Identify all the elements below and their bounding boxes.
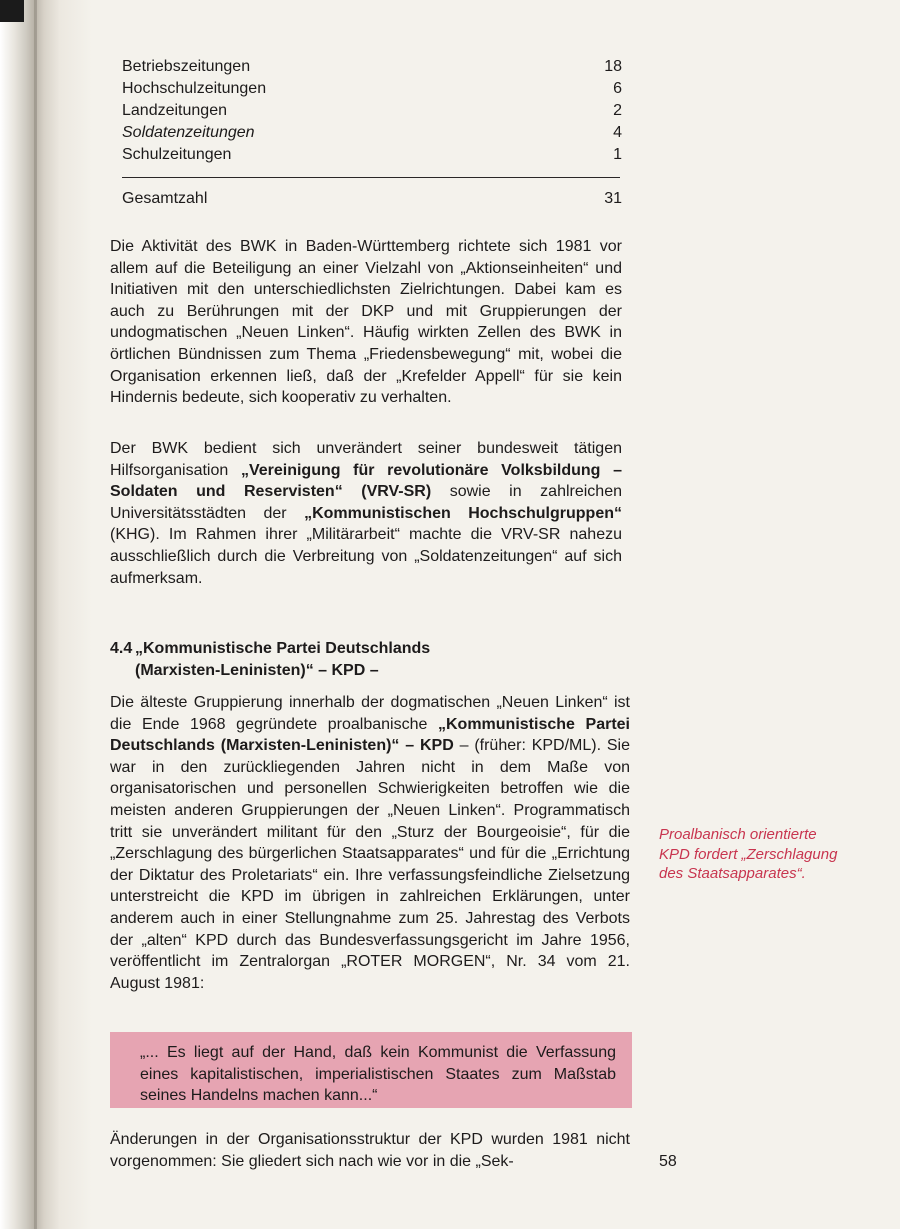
organisation-name-bold: „Vereinigung für revolutionäre Volksbildung – Soldaten und Reservisten“ (VRV-SR) bbox=[110, 461, 622, 501]
section-title-line-2: (Marxisten-Leninisten)“ – KPD – bbox=[135, 662, 379, 679]
total-value: 31 bbox=[604, 190, 622, 207]
quote-text: „... Es liegt auf der Hand, daß kein Kommunist die Verfassung eines kapitalistischen, imperialistischen Staates zum Maßstab seines Handelns machen kann...“ bbox=[140, 1044, 616, 1104]
stat-label: Schulzeitungen bbox=[122, 146, 232, 163]
section-number: 4.4 bbox=[110, 640, 133, 657]
paragraph-text: Die älteste Gruppierung innerhalb der dogmatischen „Neuen Linken“ ist die Ende 1968 gegründete proalbanische bbox=[110, 694, 630, 733]
stat-row bbox=[122, 56, 622, 78]
stat-label: Soldatenzeitungen bbox=[122, 124, 255, 141]
stat-row bbox=[122, 100, 622, 122]
stat-label: Hochschulzeitungen bbox=[122, 80, 267, 97]
stat-value: 1 bbox=[613, 146, 622, 163]
paragraph-text: (KHG). Im Rahmen ihrer „Militärarbeit“ machte die VRV-SR nahezu ausschließlich durch die Verbreitung von „Soldatenzeitungen“ auf sich aufmerksam. bbox=[110, 526, 622, 587]
stat-row bbox=[122, 78, 622, 100]
paragraph-text: – (früher: KPD/ML). Sie war in den zurückliegenden Jahren nicht in dem Maße von organisatorischen und personellen Schwierigkeiten betroffen wie die meisten anderen Gruppierungen der „Neuen Linken“. Programmatisch tritt sie unverändert militant für den „Sturz der Bourgeoisie“, für die „Zerschlagung des bürgerlichen Staatsapparates“ und für die „Errichtung der Diktatur des Proletariats“ ein. Ihre verfassungsfeindliche Zielsetzung unterstreicht die KPD im übrigen in zahlreichen Erklärungen, unter anderem auch in einer Stellungnahme zum 25. Jahrestag des Verbots der „alten“ KPD durch das Bundesverfassungsgericht im Jahre 1956, veröffentlicht im Zentralorgan „ROTER MORGEN“, Nr. 34 vom 21. August 1981: bbox=[110, 737, 631, 992]
quote-box bbox=[110, 1032, 632, 1108]
binding-edge-line bbox=[34, 0, 37, 1229]
book-binding bbox=[0, 0, 92, 1229]
stat-value: 4 bbox=[613, 124, 622, 141]
paragraph-kpd-structure: Änderungen in der Organisationsstruktur der KPD wurden 1981 nicht vorgenommen: Sie gliedert sich nach wie vor in die „Sek- bbox=[110, 1131, 630, 1170]
paragraph-bwk-organisations bbox=[110, 438, 622, 589]
stat-row bbox=[122, 144, 622, 166]
paragraph-bwk-activity: Die Aktivität des BWK in Baden-Württemberg richtete sich 1981 vor allem auf die Beteiligung an einer Vielzahl von „Aktionseinheiten“ und Initiativen mit den unterschiedlichsten Zielrichtungen. Dabei kam es auch zu Berührungen mit der DKP und mit Gruppierungen der undogmatischen „Neuen Linken“. Häufig wirkten Zellen des BWK in örtlichen Bündnissen zum Thema „Friedensbewegung“ mit, wobei die Organisation erkennen ließ, daß der „Krefelder Appell“ für sie kein Hindernis bedeute, sich kooperativ zu verhalten. bbox=[110, 238, 622, 407]
total-label: Gesamtzahl bbox=[122, 190, 208, 207]
stat-row bbox=[122, 122, 622, 144]
binding-corner-mark bbox=[0, 0, 24, 22]
organisation-name-bold: „Kommunistischen Hochschulgruppen“ bbox=[304, 504, 622, 522]
stat-value: 2 bbox=[613, 102, 622, 119]
section-title-line-1: „Kommunistische Partei Deutschlands bbox=[135, 640, 431, 657]
paragraph-text: Der BWK bedient sich unverändert seiner bundesweit tätigen Hilfsorganisation bbox=[110, 440, 622, 479]
document-page bbox=[92, 0, 900, 1229]
paragraph-kpd bbox=[110, 692, 630, 994]
stat-value: 6 bbox=[613, 80, 622, 97]
total-divider-line bbox=[122, 177, 620, 178]
organisation-name-bold: „Kommunistische Partei Deutschlands (Marxisten-Leninisten)“ – KPD bbox=[110, 715, 631, 755]
stat-label: Landzeitungen bbox=[122, 102, 227, 119]
stat-value: 18 bbox=[604, 58, 622, 75]
margin-note: Proalbanisch orientierte KPD fordert „Zerschlagung des Staatsapparates“. bbox=[659, 826, 838, 882]
newspaper-statistics-list bbox=[122, 56, 622, 166]
section-heading bbox=[110, 638, 630, 682]
stat-row bbox=[122, 188, 622, 210]
page-number: 58 bbox=[659, 1153, 677, 1170]
stat-label: Betriebszeitungen bbox=[122, 58, 251, 75]
stats-total-row bbox=[122, 188, 622, 210]
paragraph-text: sowie in zahlreichen Universitätsstädten der bbox=[110, 483, 622, 522]
